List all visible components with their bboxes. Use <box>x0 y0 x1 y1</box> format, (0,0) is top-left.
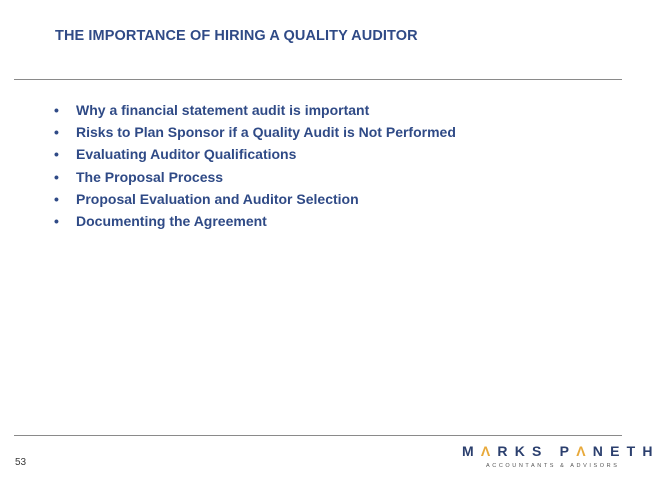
bullet-icon: • <box>54 102 59 118</box>
list-item <box>54 121 456 143</box>
list-item <box>54 99 456 121</box>
bullet-list <box>54 99 456 232</box>
bullet-icon: • <box>54 213 59 230</box>
bullet-icon: • <box>54 168 59 185</box>
bullet-icon: • <box>54 146 59 163</box>
top-divider <box>14 79 622 80</box>
bullet-icon: • <box>54 190 59 207</box>
list-item <box>54 143 456 165</box>
logo-accent-icon: Λ <box>480 443 498 459</box>
bullet-text: Why a financial statement audit is important <box>76 102 370 118</box>
slide-title: THE IMPORTANCE OF HIRING A QUALITY AUDITOR <box>55 28 418 44</box>
list-item <box>54 166 456 188</box>
page-number: 53 <box>15 457 27 468</box>
logo-text-3: NETH <box>592 443 660 459</box>
list-item <box>54 210 456 232</box>
list-item <box>54 188 456 210</box>
logo-tagline: ACCOUNTANTS & ADVISORS <box>486 463 620 469</box>
logo-accent-icon: Λ <box>576 443 593 459</box>
bullet-text: Documenting the Agreement <box>76 213 267 230</box>
bullet-text: Evaluating Auditor Qualifications <box>76 146 297 163</box>
logo-text-2: RKS P <box>497 443 577 459</box>
bullet-text: Risks to Plan Sponsor if a Quality Audit is Not Performed <box>76 124 456 141</box>
logo-wordmark <box>462 443 660 459</box>
company-logo <box>462 443 660 473</box>
bullet-icon: • <box>54 124 59 141</box>
logo-text-1: M <box>462 443 481 459</box>
bullet-text: Proposal Evaluation and Auditor Selection <box>76 190 359 207</box>
bottom-divider <box>14 435 622 436</box>
bullet-text: The Proposal Process <box>76 168 224 185</box>
